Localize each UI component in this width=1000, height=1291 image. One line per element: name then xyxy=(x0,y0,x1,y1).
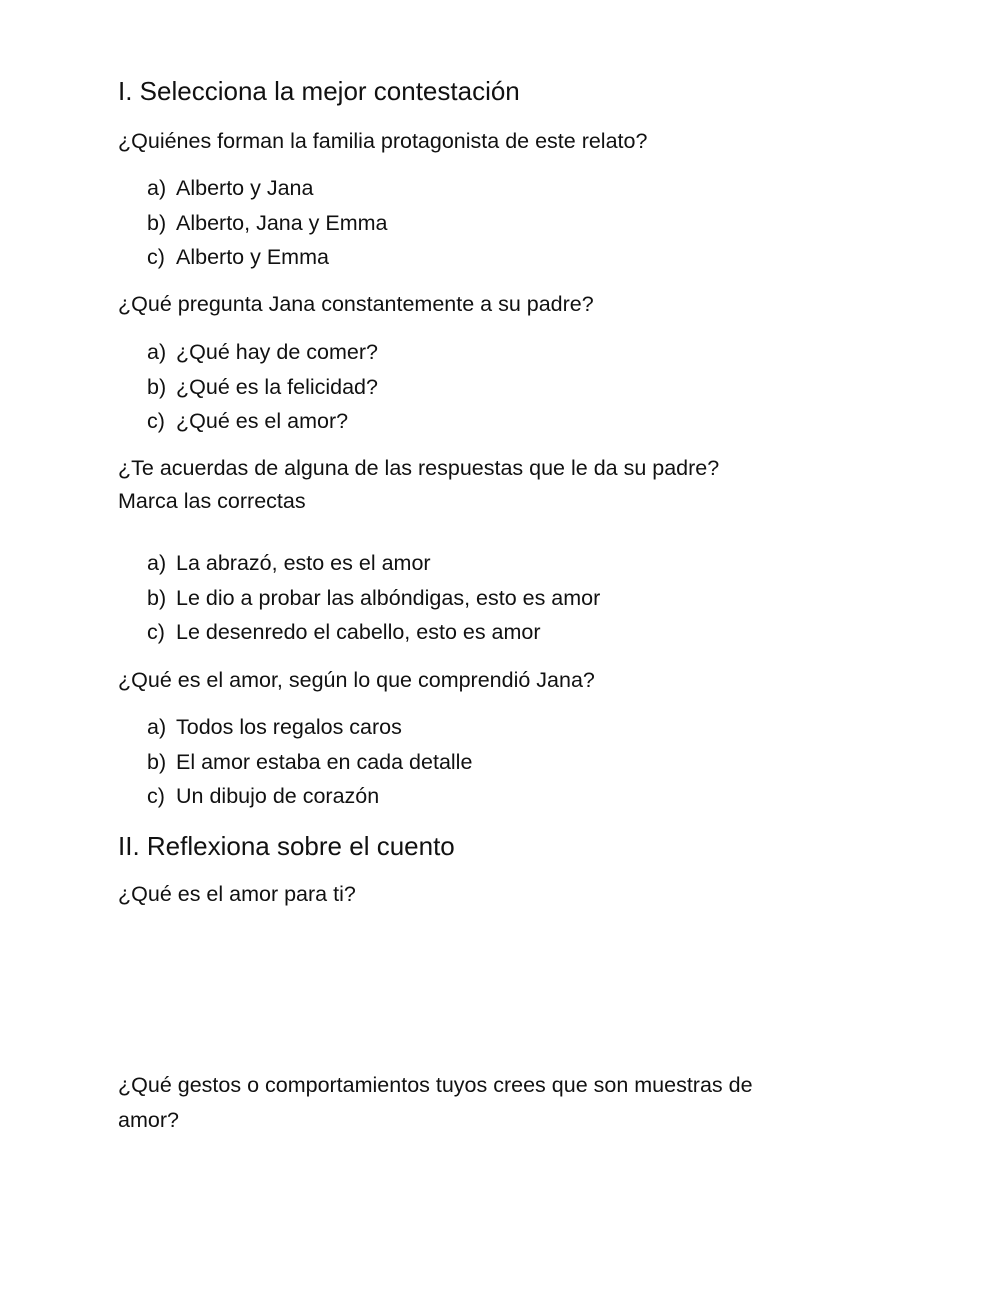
option-letter: b) xyxy=(147,749,167,774)
question-4-options xyxy=(118,710,858,814)
option-text: Alberto y Jana xyxy=(176,176,314,200)
option-item[interactable] xyxy=(118,745,858,780)
option-text: ¿Qué hay de comer? xyxy=(176,340,378,364)
option-item[interactable] xyxy=(118,581,858,616)
option-letter: a) xyxy=(147,551,167,575)
option-letter: a) xyxy=(147,340,167,364)
option-letter: c) xyxy=(147,784,165,808)
option-letter: b) xyxy=(147,374,167,399)
option-item[interactable] xyxy=(118,615,858,650)
question-2-options xyxy=(118,335,858,439)
section-1-title: I. Selecciona la mejor contestación xyxy=(118,76,520,106)
option-text: ¿Qué es el amor? xyxy=(176,409,349,433)
option-text: Todos los regalos caros xyxy=(176,715,402,739)
option-item[interactable] xyxy=(118,335,858,370)
option-text: ¿Qué es la felicidad? xyxy=(176,374,378,399)
option-letter: a) xyxy=(147,176,167,200)
option-letter: b) xyxy=(147,210,167,235)
option-letter: a) xyxy=(147,715,167,739)
section-2-heading-block xyxy=(118,830,858,862)
option-item[interactable] xyxy=(118,404,858,439)
reflection-question-1-text: ¿Qué es el amor para ti? xyxy=(118,882,356,906)
question-3-options xyxy=(118,546,858,650)
option-text: Alberto y Emma xyxy=(176,245,329,269)
option-item[interactable] xyxy=(118,779,858,814)
option-letter: c) xyxy=(147,245,165,269)
section-2-title: II. Reflexiona sobre el cuento xyxy=(118,831,455,861)
option-item[interactable] xyxy=(118,710,858,745)
question-2 xyxy=(118,288,858,321)
option-text: Alberto, Jana y Emma xyxy=(176,210,388,235)
question-1-options xyxy=(118,171,858,275)
option-item[interactable] xyxy=(118,370,858,405)
question-3-text-line-2: Marca las correctas xyxy=(118,489,306,513)
question-4 xyxy=(118,664,858,697)
option-letter: c) xyxy=(147,620,165,644)
option-item[interactable] xyxy=(118,240,858,275)
reflection-question-2 xyxy=(118,1068,858,1138)
option-item[interactable] xyxy=(118,546,858,581)
question-4-text: ¿Qué es el amor, según lo que comprendió Jana? xyxy=(118,668,595,692)
option-text: El amor estaba en cada detalle xyxy=(176,749,473,774)
section-1-heading-block xyxy=(118,75,858,107)
option-item[interactable] xyxy=(118,171,858,206)
reflection-question-2-text-line-2: amor? xyxy=(118,1108,179,1132)
option-text: Le desenredo el cabello, esto es amor xyxy=(176,620,541,644)
option-text: La abrazó, esto es el amor xyxy=(176,551,431,575)
option-letter: b) xyxy=(147,585,167,610)
option-text: Un dibujo de corazón xyxy=(176,784,380,808)
question-3 xyxy=(118,452,858,518)
reflection-question-2-text-line-1: ¿Qué gestos o comportamientos tuyos crees que son muestras de xyxy=(118,1073,753,1097)
option-item[interactable] xyxy=(118,206,858,241)
question-2-text: ¿Qué pregunta Jana constantemente a su padre? xyxy=(118,292,594,316)
question-1-text: ¿Quiénes forman la familia protagonista de este relato? xyxy=(118,129,648,153)
option-text: Le dio a probar las albóndigas, esto es amor xyxy=(176,585,601,610)
option-letter: c) xyxy=(147,409,165,433)
question-3-text-line-1: ¿Te acuerdas de alguna de las respuestas que le da su padre? xyxy=(118,456,720,480)
question-1 xyxy=(118,125,858,158)
reflection-question-1 xyxy=(118,878,858,911)
